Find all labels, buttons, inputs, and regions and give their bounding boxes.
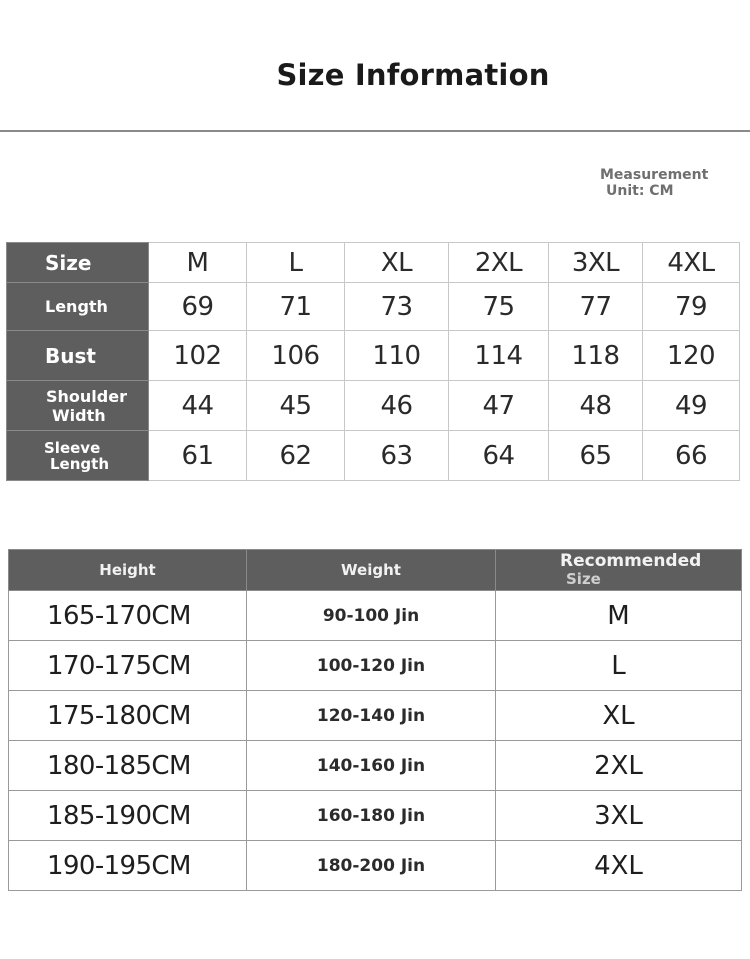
weight-header: Weight xyxy=(247,550,496,591)
recommendation-header-row xyxy=(9,550,742,591)
measurement-cell: 114 xyxy=(449,331,549,381)
row-label-line2: Width xyxy=(52,405,106,425)
row-label-sleeve-length xyxy=(7,431,149,481)
height-cell: 170-175CM xyxy=(9,641,247,691)
size-cell: M xyxy=(149,243,247,283)
recommended-size-header xyxy=(496,550,742,591)
row-label-line1: Sleeve xyxy=(44,438,101,457)
size-cell: 2XL xyxy=(449,243,549,283)
weight-cell: 90-100 Jin xyxy=(247,591,496,641)
recommendation-row xyxy=(9,841,742,891)
height-header: Height xyxy=(9,550,247,591)
weight-cell: 120-140 Jin xyxy=(247,691,496,741)
measurement-cell: 71 xyxy=(247,283,345,331)
bust-row xyxy=(7,331,740,381)
recommended-size-cell: 4XL xyxy=(496,841,742,891)
title-divider xyxy=(0,130,750,132)
size-cell: L xyxy=(247,243,345,283)
shoulder-width-row xyxy=(7,381,740,431)
recommended-size-cell: 3XL xyxy=(496,791,742,841)
recommendation-row xyxy=(9,741,742,791)
height-cell: 185-190CM xyxy=(9,791,247,841)
measurement-cell: 118 xyxy=(549,331,643,381)
sleeve-length-row xyxy=(7,431,740,481)
measurement-cell: 106 xyxy=(247,331,345,381)
measurement-cell: 46 xyxy=(345,381,449,431)
measurement-cell: 47 xyxy=(449,381,549,431)
recommended-header-line2: Size xyxy=(566,570,601,588)
height-cell: 180-185CM xyxy=(9,741,247,791)
recommended-size-cell: 2XL xyxy=(496,741,742,791)
measurement-cell: 75 xyxy=(449,283,549,331)
row-label-shoulder-width xyxy=(7,381,149,431)
measurement-cell: 61 xyxy=(149,431,247,481)
size-cell: 4XL xyxy=(643,243,740,283)
recommendation-row xyxy=(9,791,742,841)
size-chart-table xyxy=(6,242,740,481)
weight-cell: 140-160 Jin xyxy=(247,741,496,791)
row-label-length: Length xyxy=(7,283,149,331)
measurement-cell: 62 xyxy=(247,431,345,481)
recommendation-row xyxy=(9,641,742,691)
measurement-cell: 44 xyxy=(149,381,247,431)
recommendation-row xyxy=(9,691,742,741)
recommended-size-cell: L xyxy=(496,641,742,691)
height-cell: 165-170CM xyxy=(9,591,247,641)
measurement-cell: 77 xyxy=(549,283,643,331)
size-recommendation-table xyxy=(8,549,742,891)
measurement-cell: 45 xyxy=(247,381,345,431)
height-cell: 190-195CM xyxy=(9,841,247,891)
page-title: Size Information xyxy=(276,58,550,92)
unit-label: Unit: CM xyxy=(606,183,674,199)
measurement-cell: 69 xyxy=(149,283,247,331)
measurement-cell: 102 xyxy=(149,331,247,381)
size-header-row xyxy=(7,243,740,283)
measurement-cell: 110 xyxy=(345,331,449,381)
size-cell: XL xyxy=(345,243,449,283)
measurement-cell: 65 xyxy=(549,431,643,481)
weight-cell: 180-200 Jin xyxy=(247,841,496,891)
measurement-cell: 63 xyxy=(345,431,449,481)
measurement-cell: 120 xyxy=(643,331,740,381)
recommended-size-cell: M xyxy=(496,591,742,641)
size-header-label: Size xyxy=(7,243,149,283)
row-label-line2: Length xyxy=(50,454,109,473)
measurement-label: Measurement xyxy=(600,167,709,183)
measurement-cell: 73 xyxy=(345,283,449,331)
size-cell: 3XL xyxy=(549,243,643,283)
weight-cell: 100-120 Jin xyxy=(247,641,496,691)
measurement-cell: 79 xyxy=(643,283,740,331)
height-cell: 175-180CM xyxy=(9,691,247,741)
measurement-cell: 64 xyxy=(449,431,549,481)
length-row xyxy=(7,283,740,331)
measurement-cell: 48 xyxy=(549,381,643,431)
measurement-cell: 49 xyxy=(643,381,740,431)
weight-cell: 160-180 Jin xyxy=(247,791,496,841)
recommendation-row xyxy=(9,591,742,641)
row-label-line1: Shoulder xyxy=(46,386,127,406)
recommended-size-cell: XL xyxy=(496,691,742,741)
measurement-cell: 66 xyxy=(643,431,740,481)
recommended-header-line1: Recommended xyxy=(560,551,702,571)
row-label-bust: Bust xyxy=(7,331,149,381)
measurement-unit-note xyxy=(600,167,740,199)
